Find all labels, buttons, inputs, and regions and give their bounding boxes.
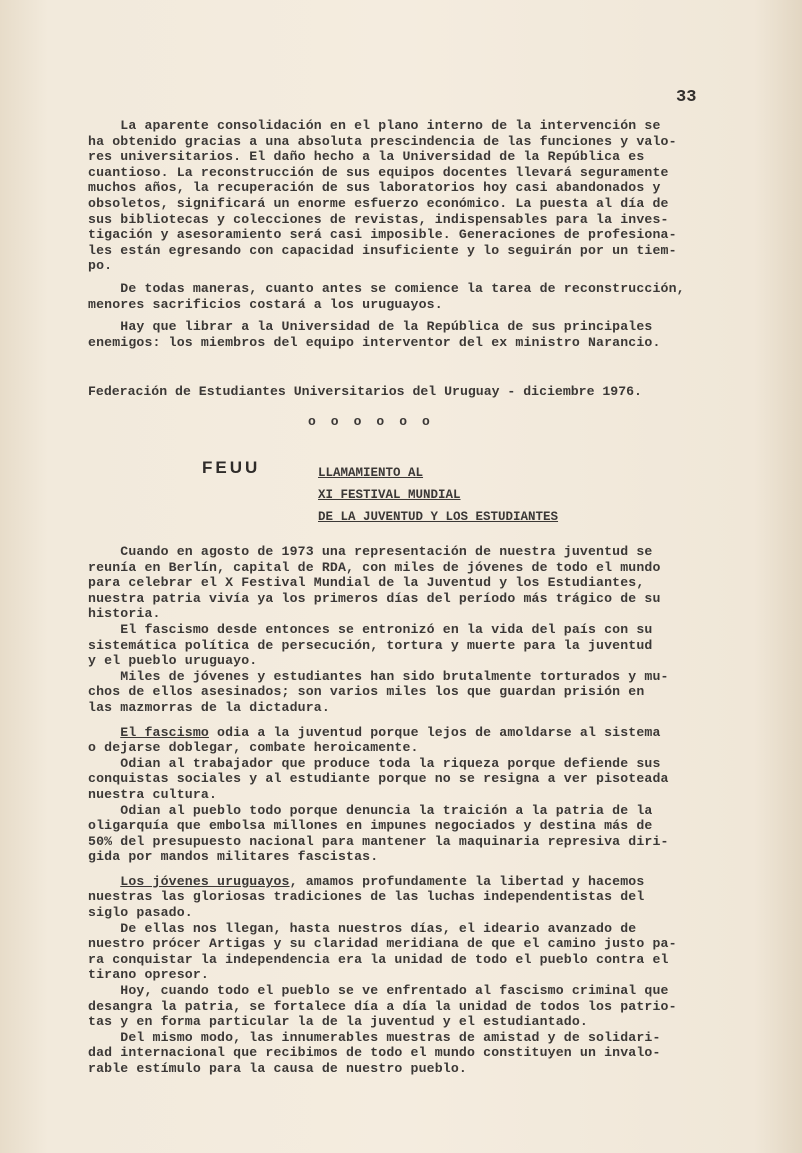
body-paragraph-8: De ellas nos llegan, hasta nuestros días, el ideario avanzado de nuestro prócer Artigas y su claridad meridiana de que el camino justo pa- ra conquistar la independencia era la unidad de todo el pueblo contra el tirano opresor. (88, 920, 677, 983)
title-line-3: DE LA JUVENTUD Y LOS ESTUDIANTES (318, 510, 559, 524)
page-number: 33 (676, 88, 697, 107)
body-paragraph-5: Odian al trabajador que produce toda la riqueza porque defiende sus conquistas sociales y al estudiante porque no se resigna a ver pisoteada nuestra cultura. (88, 755, 669, 802)
title-line-2: XI FESTIVAL MUNDIAL (318, 488, 461, 502)
intro-paragraph-1: La aparente consolidación en el plano interno de la intervención se ha obtenido gracias a una absoluta prescindencia de las funciones y valo- res universitarios. El daño hecho a la Universidad de la República es cuantioso. La reconstrucción de sus equipos docentes llevará seguramente muchos años, la recuperación de sus laboratorios hoy casi abandonados y obsoletos, significará un enorme esfuerzo económico. La puesta al día de sus bibliotecas y colecciones de revistas, indispensables para la inves- tigación y asesoramiento será casi imposible. Generaciones de profesiona- les están egresando con capacidad insuficiente y lo seguirán por un tiem- po. (88, 118, 677, 274)
separator-marks: oooooo (308, 414, 445, 429)
title-line-1: LLAMAMIENTO AL (318, 466, 424, 480)
body-paragraph-4-rest: odia a la juventud porque lejos de amoldarse al sistema o dejarse doblegar, combate heroicamente. (88, 724, 661, 756)
appeal-body (88, 544, 748, 1077)
intro-paragraph-2: De todas maneras, cuanto antes se comience la tarea de reconstrucción, menores sacrificios costará a los uruguayos. (88, 280, 685, 312)
intro-section (88, 118, 748, 350)
signature-line: Federación de Estudiantes Universitarios del Uruguay - diciembre 1976. (88, 384, 642, 399)
body-paragraph-10: Del mismo modo, las innumerables muestras de amistad y de solidari- dad internacional que recibimos de todo el mundo constituyen un invalo- rable estímulo para la causa de nuestro pueblo. (88, 1029, 661, 1076)
body-paragraph-3: Miles de jóvenes y estudiantes han sido brutalmente torturados y mu- chos de ellos asesinados; son varios miles los que guardan prisión en las mazmorras de la dictadura. (88, 668, 669, 715)
fascism-underlined: El fascismo (120, 724, 209, 740)
body-paragraph-9: Hoy, cuando todo el pueblo se ve enfrentado al fascismo criminal que desangra la patria, se fortalece día a día la unidad de todos los patrio- tas y en forma particular la de la juventud y el estudiantado. (88, 983, 677, 1030)
body-paragraph-4 (88, 725, 748, 756)
body-paragraph-2: El fascismo desde entonces se entronizó en la vida del país con su sistemática política de persecución, tortura y muerte para la juventud y el pueblo uruguayo. (88, 621, 653, 669)
intro-paragraph-3: Hay que librar a la Universidad de la República de sus principales enemigos: los miembros del equipo interventor del ex ministro Narancio. (88, 319, 661, 350)
body-paragraph-7-rest: , amamos profundamente la libertad y hacemos nuestras las gloriosas tradiciones de las luchas independentistas del siglo pasado. (88, 873, 645, 921)
youth-underlined: Los jóvenes uruguayos (120, 873, 290, 889)
feuu-label: FEUU (202, 458, 261, 477)
body-paragraph-6: Odian al pueblo todo porque denuncia la traición a la patria de la oligarquía que embolsa millones en impunes negociados y destina más de 50% del presupuesto nacional para mantener la maquinaria represiva diri- gida por mandos militares fascistas. (88, 802, 669, 865)
body-paragraph-7 (88, 874, 748, 921)
body-paragraph-1: Cuando en agosto de 1973 una representación de nuestra juventud se reunía en Berlín, capital de RDA, con miles de jóvenes de todo el mundo para celebrar el X Festival Mundial de la Juventud y los Estudiantes, nuestra patria vivía ya los primeros días del período más trágico de su historia. (88, 544, 661, 622)
appeal-title (318, 462, 558, 528)
